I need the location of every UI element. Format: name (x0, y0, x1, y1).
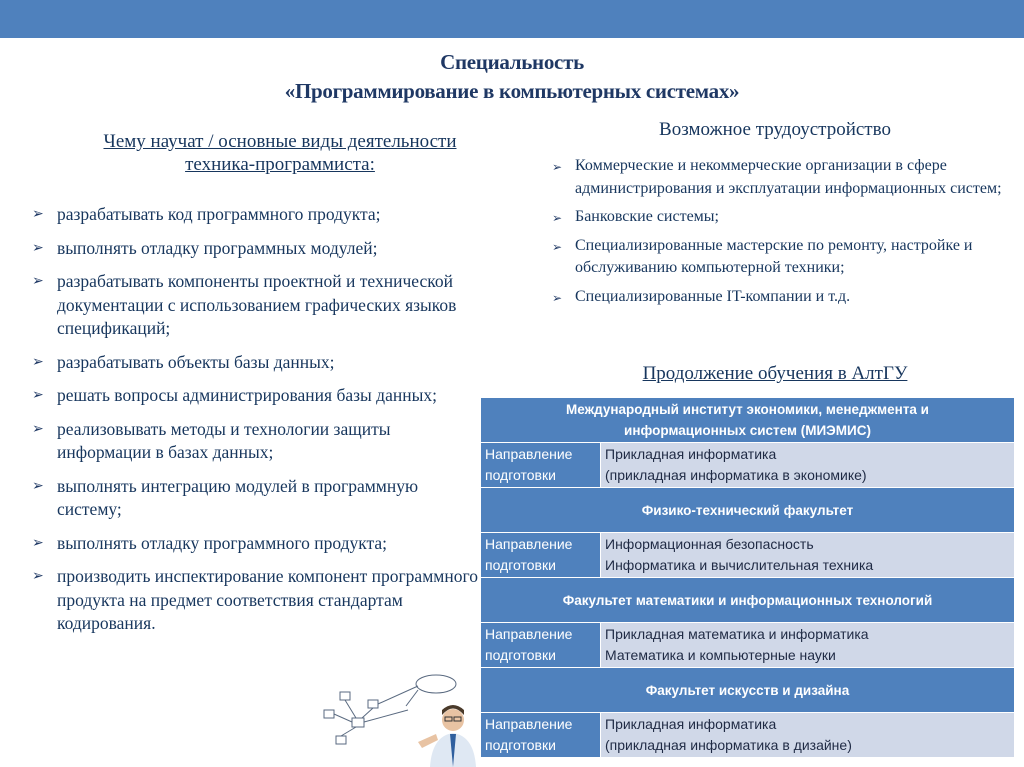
direction-label: Направление подготовки (481, 533, 601, 578)
skills-heading-line-2: техника-программиста: (185, 154, 375, 175)
arrow-bullet-icon: ➢ (32, 477, 44, 494)
person-icon (418, 705, 476, 767)
skills-heading-line-1: Чему научат / основные виды деятельности (103, 131, 457, 152)
list-item: ➢ выполнять интеграцию модулей в программную систему; (32, 475, 419, 519)
arrow-bullet-icon: ➢ (32, 534, 44, 551)
arrow-bullet-icon: ➢ (552, 211, 563, 225)
title-line-1: Специальность (440, 50, 584, 74)
list-item: ➢ разрабатывать объекты базы данных; (32, 351, 482, 375)
faculty-name: Факультет математики и информационных технологий (481, 578, 1015, 623)
table-row (481, 623, 1015, 668)
network-diagram-icon (324, 675, 456, 744)
title-line-2: «Программирование в компьютерных системах» (284, 79, 740, 103)
list-item: ➢ производить инспектирование компонент программного продукта на предмет соответствия стандартам кодирования. (32, 566, 478, 633)
arrow-bullet-icon: ➢ (32, 206, 44, 222)
direction-value: Прикладная математика и информатика Математика и компьютерные науки (601, 623, 1015, 668)
table-row (481, 398, 1015, 443)
list-item: ➢ разрабатывать код программного продукта; (32, 203, 482, 227)
table-row (481, 668, 1015, 713)
direction-label: Направление подготовки (481, 713, 601, 758)
faculty-name: Физико-технический факультет (481, 488, 1015, 533)
table-row (481, 533, 1015, 578)
skills-heading (40, 130, 520, 176)
arrow-bullet-icon: ➢ (552, 290, 563, 305)
list-item: ➢ выполнять отладку программных модулей; (32, 237, 482, 261)
arrow-bullet-icon: ➢ (32, 568, 44, 584)
education-table (480, 397, 1015, 758)
direction-value: Прикладная информатика (прикладная информатика в экономике) (601, 443, 1015, 488)
table-row (481, 443, 1015, 488)
arrow-bullet-icon: ➢ (32, 420, 44, 437)
employment-heading: Возможное трудоустройство (659, 119, 891, 140)
skills-list (32, 203, 482, 646)
direction-value: Информационная безопасность Информатика и вычислительная техника (601, 533, 1015, 578)
arrow-bullet-icon: ➢ (32, 239, 44, 256)
list-item: ➢ Коммерческие и некоммерческие организации в сфере администрирования и эксплуатации информационных систем; (552, 157, 1002, 197)
arrow-bullet-icon: ➢ (552, 239, 563, 254)
faculty-name: Международный институт экономики, менеджмента и информационных систем (МИЭМИС) (481, 398, 1015, 443)
direction-label: Направление подготовки (481, 623, 601, 668)
table-row (481, 488, 1015, 533)
page-title (0, 48, 1024, 106)
direction-label: Направление подготовки (481, 443, 601, 488)
direction-value: Прикладная информатика (прикладная информатика в дизайне) (601, 713, 1015, 758)
list-item: ➢ выполнять отладку программного продукта; (32, 532, 482, 556)
list-item: ➢ Банковские системы; (552, 206, 1002, 229)
table-row (481, 578, 1015, 623)
list-item: ➢ разрабатывать компоненты проектной и технической документации с использованием графических языков спецификаций; (32, 271, 457, 338)
list-item: ➢ реализовывать методы и технологии защиты информации в базах данных; (32, 418, 391, 462)
arrow-bullet-icon: ➢ (32, 387, 44, 403)
top-banner (0, 0, 1024, 38)
faculty-name: Факультет искусств и дизайна (481, 668, 1015, 713)
list-item: ➢ Специализированные мастерские по ремонту, настройке и обслуживанию компьютерной техники; (552, 236, 973, 276)
employment-list (552, 155, 1002, 314)
list-item: ➢ Специализированные IT-компании и т.д. (552, 286, 1002, 309)
education-heading: Продолжение обучения в АлтГУ (642, 363, 908, 384)
arrow-bullet-icon: ➢ (32, 353, 44, 370)
programmer-illustration (318, 670, 478, 767)
arrow-bullet-icon: ➢ (32, 273, 44, 289)
table-row (481, 713, 1015, 758)
arrow-bullet-icon: ➢ (552, 160, 563, 174)
list-item: ➢ решать вопросы администрирования базы данных; (32, 384, 482, 408)
